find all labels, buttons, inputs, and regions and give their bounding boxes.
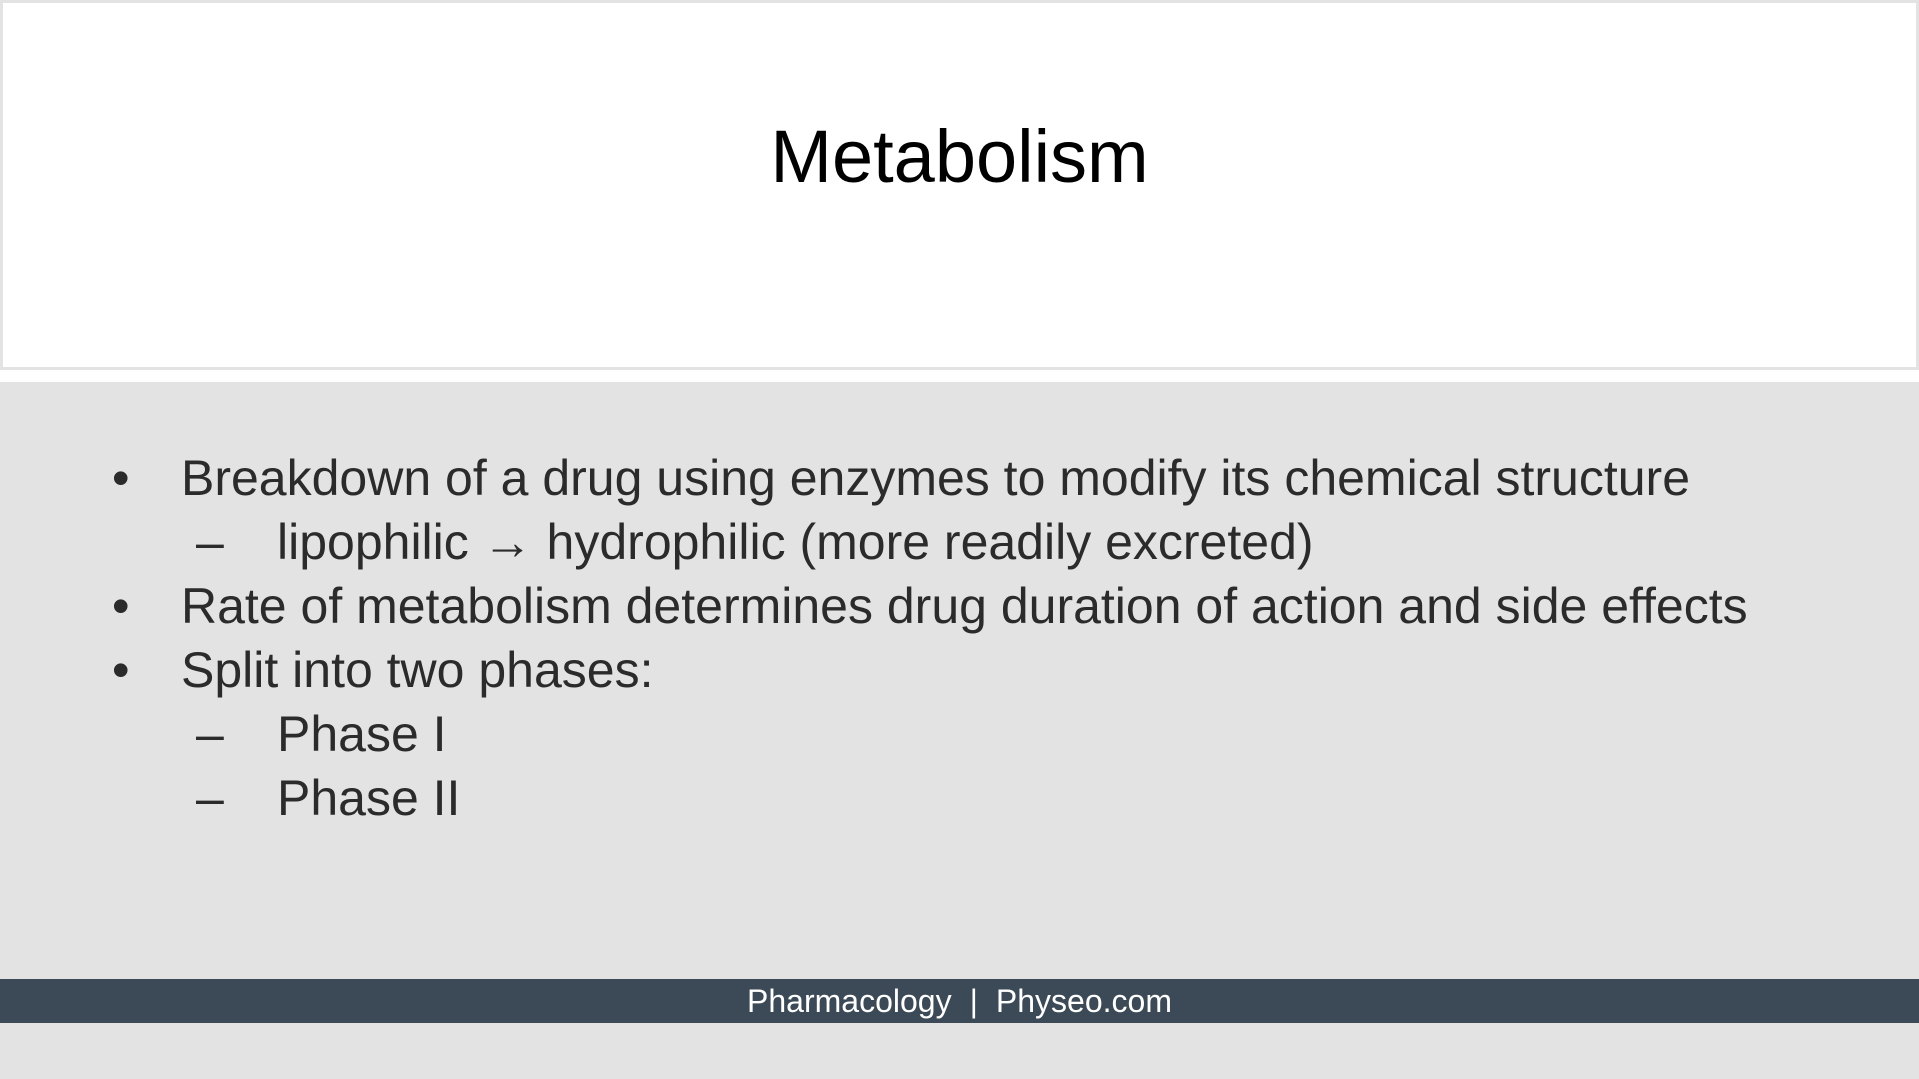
bullet-text: Split into two phases: bbox=[181, 642, 654, 698]
dash-marker: – bbox=[196, 514, 224, 570]
footer-bar bbox=[0, 979, 1919, 1023]
slide-title: Metabolism bbox=[770, 115, 1149, 198]
footer-separator: | bbox=[969, 983, 978, 1019]
bullet-list bbox=[0, 446, 1919, 830]
sub-bullet-item bbox=[0, 702, 1817, 766]
sub-bullet-text: Phase II bbox=[277, 770, 461, 826]
bullet-item bbox=[0, 638, 1821, 702]
bullet-marker: • bbox=[112, 450, 130, 506]
bullet-item bbox=[0, 574, 1821, 638]
dash-marker: – bbox=[196, 770, 224, 826]
title-gap bbox=[0, 370, 1919, 382]
bullet-marker: • bbox=[112, 578, 130, 634]
bullet-marker: • bbox=[112, 642, 130, 698]
sub-bullet-item bbox=[0, 766, 1817, 830]
sub-bullet-text: lipophilic → hydrophilic (more readily excreted) bbox=[277, 514, 1314, 570]
sub-bullet-text: Phase I bbox=[277, 706, 447, 762]
bullet-text: Rate of metabolism determines drug duration of action and side effects bbox=[181, 578, 1748, 634]
dash-marker: – bbox=[196, 706, 224, 762]
sub-bullet-item bbox=[0, 510, 1817, 574]
footer-course: Pharmacology bbox=[747, 983, 952, 1019]
footer-site: Physeo.com bbox=[995, 983, 1172, 1019]
bullet-item bbox=[0, 446, 1821, 510]
bullet-text: Breakdown of a drug using enzymes to modify its chemical structure bbox=[181, 450, 1691, 506]
